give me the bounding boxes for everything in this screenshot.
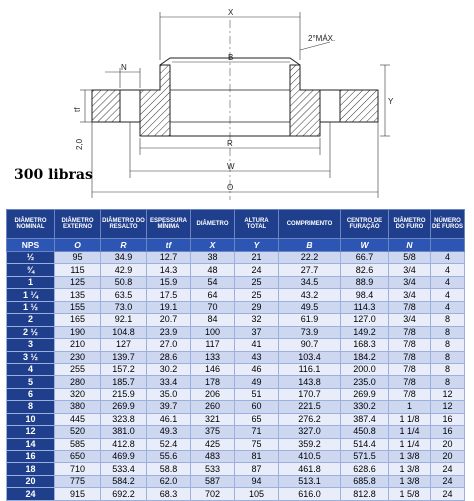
table-cell: 469.9: [101, 451, 147, 463]
table-cell: 46: [235, 363, 279, 375]
table-cell: 65: [235, 413, 279, 425]
table-cell: 330.2: [341, 401, 389, 413]
table-cell: 4: [7, 363, 55, 375]
table-cell: 812.8: [341, 488, 389, 500]
table-cell: 49.5: [279, 301, 341, 313]
table-cell: 32: [235, 314, 279, 326]
table-cell: 628.6: [341, 463, 389, 475]
table-cell: 3/4: [389, 289, 431, 301]
table-cell: 1 1/4: [389, 426, 431, 438]
table-cell: 587: [191, 475, 235, 487]
table-cell: 133: [191, 351, 235, 363]
flange-spec-table: [6, 209, 465, 501]
table-cell: 412.8: [101, 438, 147, 450]
table-cell: 165: [55, 314, 101, 326]
symbol-row: [7, 239, 465, 252]
table-row: [7, 451, 465, 463]
table-cell: 260: [191, 401, 235, 413]
table-cell: 1 3/8: [389, 463, 431, 475]
table-cell: 190: [55, 326, 101, 338]
table-cell: 61.9: [279, 314, 341, 326]
table-cell: 375: [191, 426, 235, 438]
table-cell: 514.4: [341, 438, 389, 450]
table-cell: 25: [235, 289, 279, 301]
table-cell: 24: [431, 475, 465, 487]
table-cell: 650: [55, 451, 101, 463]
table-cell: 410.5: [279, 451, 341, 463]
dim-b-label: B: [228, 53, 234, 62]
table-row: [7, 264, 465, 276]
table-cell: 149.2: [341, 326, 389, 338]
symbol-nps: NPS: [7, 239, 55, 252]
table-row: [7, 488, 465, 500]
table-cell: 54: [191, 276, 235, 288]
table-cell: 73.0: [101, 301, 147, 313]
table-cell: 71: [235, 426, 279, 438]
table-cell: 215.9: [101, 388, 147, 400]
dim-o-label: O: [227, 183, 234, 192]
table-cell: 702: [191, 488, 235, 500]
table-cell: 33.4: [147, 376, 191, 388]
symbol-y: Y: [235, 239, 279, 252]
table-cell: 25: [235, 276, 279, 288]
table-cell: 461.8: [279, 463, 341, 475]
table-cell: 19.1: [147, 301, 191, 313]
table-cell: 12.7: [147, 252, 191, 264]
table-cell: 710: [55, 463, 101, 475]
symbol-tf: tf: [147, 239, 191, 252]
table-cell: 55.6: [147, 451, 191, 463]
table-cell: 24: [431, 463, 465, 475]
table-row: [7, 363, 465, 375]
table-cell: 73.9: [279, 326, 341, 338]
table-cell: 2: [7, 314, 55, 326]
table-cell: 4: [431, 301, 465, 313]
table-cell: 81: [235, 451, 279, 463]
table-cell: 157.2: [101, 363, 147, 375]
table-cell: 8: [431, 376, 465, 388]
table-cell: 7/8: [389, 363, 431, 375]
table-row: [7, 339, 465, 351]
table-cell: ¾: [7, 264, 55, 276]
table-cell: 2 ½: [7, 326, 55, 338]
table-cell: 255: [55, 363, 101, 375]
table-cell: 269.9: [101, 401, 147, 413]
flange-section-right: [340, 90, 378, 122]
table-row: [7, 351, 465, 363]
table-row: [7, 314, 465, 326]
dim-2-0-label: 2,0: [75, 138, 84, 150]
table-cell: 327.0: [279, 426, 341, 438]
table-cell: 66.7: [341, 252, 389, 264]
table-cell: 20: [7, 475, 55, 487]
dim-x-label: X: [228, 8, 234, 17]
table-cell: 5/8: [389, 252, 431, 264]
header-external-diameter: DIÂMETRO EXTERNO: [55, 210, 101, 239]
table-cell: 35.0: [147, 388, 191, 400]
table-cell: 115: [55, 264, 101, 276]
table-cell: 206: [191, 388, 235, 400]
table-cell: 88.9: [341, 276, 389, 288]
table-cell: 49: [235, 376, 279, 388]
table-cell: 62.0: [147, 475, 191, 487]
table-cell: 585: [55, 438, 101, 450]
table-cell: 84: [191, 314, 235, 326]
table-row: [7, 276, 465, 288]
table-cell: 20: [431, 451, 465, 463]
table-cell: 584.2: [101, 475, 147, 487]
table-row: [7, 252, 465, 264]
table-cell: 4: [431, 289, 465, 301]
table-cell: 60: [235, 401, 279, 413]
header-min-thickness: ESPESSURA MÍNIMA: [147, 210, 191, 239]
table-cell: 320: [55, 388, 101, 400]
table-cell: 29: [235, 301, 279, 313]
table-cell: 280: [55, 376, 101, 388]
table-cell: 14: [7, 438, 55, 450]
table-cell: 52.4: [147, 438, 191, 450]
table-cell: 381.0: [101, 426, 147, 438]
table-cell: 7/8: [389, 376, 431, 388]
dim-r-label: R: [227, 139, 233, 148]
table-cell: 7/8: [389, 326, 431, 338]
table-cell: 21: [235, 252, 279, 264]
table-cell: 125: [55, 276, 101, 288]
table-cell: 64: [191, 289, 235, 301]
table-cell: 16: [7, 451, 55, 463]
table-cell: 3/4: [389, 276, 431, 288]
table-row: [7, 289, 465, 301]
header-length: COMPRIMENTO: [279, 210, 341, 239]
table-cell: 116.1: [279, 363, 341, 375]
table-cell: 4: [431, 264, 465, 276]
table-cell: 63.5: [101, 289, 147, 301]
table-cell: 38: [191, 252, 235, 264]
table-cell: 34.5: [279, 276, 341, 288]
table-cell: 92.1: [101, 314, 147, 326]
table-cell: 230: [55, 351, 101, 363]
table-cell: 87: [235, 463, 279, 475]
table-cell: 23.9: [147, 326, 191, 338]
table-cell: 95: [55, 252, 101, 264]
table-body: [7, 252, 465, 501]
table-cell: 43: [235, 351, 279, 363]
table-cell: ½: [7, 252, 55, 264]
dim-y-label: Y: [388, 97, 394, 106]
table-cell: 4: [431, 276, 465, 288]
table-cell: 359.2: [279, 438, 341, 450]
header-hole-count: NÚMERO DE FUROS: [431, 210, 465, 239]
table-cell: 24: [7, 488, 55, 500]
table-row: [7, 301, 465, 313]
table-cell: 483: [191, 451, 235, 463]
header-total-height: ALTURA TOTAL: [235, 210, 279, 239]
table-cell: 8: [431, 363, 465, 375]
table-cell: 1 ¼: [7, 289, 55, 301]
table-cell: 16: [431, 426, 465, 438]
symbol-w: W: [341, 239, 389, 252]
table-row: [7, 388, 465, 400]
table-cell: 1 ½: [7, 301, 55, 313]
table-cell: 146: [191, 363, 235, 375]
table-cell: 10: [7, 413, 55, 425]
table-cell: 18: [7, 463, 55, 475]
table-cell: 41: [235, 339, 279, 351]
table-cell: 221.5: [279, 401, 341, 413]
symbol-r: R: [101, 239, 147, 252]
table-cell: 269.9: [341, 388, 389, 400]
table-cell: 445: [55, 413, 101, 425]
table-cell: 22.2: [279, 252, 341, 264]
table-row: [7, 475, 465, 487]
table-cell: 5: [7, 376, 55, 388]
table-row: [7, 326, 465, 338]
table-cell: 571.5: [341, 451, 389, 463]
table-cell: 14.3: [147, 264, 191, 276]
symbol-blank: [431, 239, 465, 252]
table-cell: 39.7: [147, 401, 191, 413]
table-cell: 27.0: [147, 339, 191, 351]
table-cell: 50.8: [101, 276, 147, 288]
table-cell: 3: [7, 339, 55, 351]
table-cell: 380: [55, 401, 101, 413]
table-cell: 24: [431, 488, 465, 500]
table-cell: 513.1: [279, 475, 341, 487]
table-cell: 185.7: [101, 376, 147, 388]
table-cell: 34.9: [101, 252, 147, 264]
table-cell: 117: [191, 339, 235, 351]
table-cell: 323.8: [101, 413, 147, 425]
table-cell: 90.7: [279, 339, 341, 351]
table-cell: 168.3: [341, 339, 389, 351]
table-cell: 276.2: [279, 413, 341, 425]
table-cell: 321: [191, 413, 235, 425]
table-cell: 30.2: [147, 363, 191, 375]
table-cell: 127.0: [341, 314, 389, 326]
pressure-class-label: 300 libras: [14, 167, 93, 183]
table-cell: 48: [191, 264, 235, 276]
table-row: [7, 401, 465, 413]
table-cell: 1: [389, 401, 431, 413]
table-cell: 210: [55, 339, 101, 351]
header-diameter: DIÂMETRO: [191, 210, 235, 239]
table-row: [7, 413, 465, 425]
table-cell: 425: [191, 438, 235, 450]
table-cell: 104.8: [101, 326, 147, 338]
table-cell: 692.2: [101, 488, 147, 500]
table-cell: 114.3: [341, 301, 389, 313]
symbol-x: X: [191, 239, 235, 252]
table-row: [7, 376, 465, 388]
table-cell: 58.8: [147, 463, 191, 475]
table-row: [7, 426, 465, 438]
table-cell: 28.6: [147, 351, 191, 363]
table-cell: 8: [431, 351, 465, 363]
header-nominal-diameter: DIÂMETRO NOMINAL: [7, 210, 55, 239]
table-cell: 12: [431, 388, 465, 400]
table-cell: 533: [191, 463, 235, 475]
table-cell: 46.1: [147, 413, 191, 425]
table-cell: 8: [7, 401, 55, 413]
table-cell: 20.7: [147, 314, 191, 326]
dim-w-label: W: [227, 162, 235, 171]
table-cell: 685.8: [341, 475, 389, 487]
table-cell: 1: [7, 276, 55, 288]
table-cell: 51: [235, 388, 279, 400]
table-cell: 616.0: [279, 488, 341, 500]
table-cell: 6: [7, 388, 55, 400]
table-cell: 4: [431, 252, 465, 264]
table-cell: 70: [191, 301, 235, 313]
table-cell: 100: [191, 326, 235, 338]
table-cell: 82.6: [341, 264, 389, 276]
table-cell: 16: [431, 413, 465, 425]
table-cell: 7/8: [389, 388, 431, 400]
table-cell: 3/4: [389, 264, 431, 276]
flange-section-left: [92, 90, 120, 122]
table-cell: 68.3: [147, 488, 191, 500]
symbol-b: B: [279, 239, 341, 252]
table-cell: 8: [431, 314, 465, 326]
dim-n-label: N: [121, 63, 127, 72]
table-cell: 915: [55, 488, 101, 500]
header-hole-diameter: DIÂMETRO DO FURO: [389, 210, 431, 239]
table-row: [7, 463, 465, 475]
table-cell: 200.0: [341, 363, 389, 375]
table-cell: 520: [55, 426, 101, 438]
table-cell: 135: [55, 289, 101, 301]
table-cell: 3 ½: [7, 351, 55, 363]
header-row: [7, 210, 465, 239]
table-cell: 37: [235, 326, 279, 338]
table-cell: 43.2: [279, 289, 341, 301]
table-cell: 42.9: [101, 264, 147, 276]
table-cell: 8: [431, 339, 465, 351]
table-cell: 49.3: [147, 426, 191, 438]
table-cell: 235.0: [341, 376, 389, 388]
table-cell: 387.4: [341, 413, 389, 425]
table-cell: 7/8: [389, 351, 431, 363]
table-cell: 8: [431, 326, 465, 338]
table-cell: 7/8: [389, 339, 431, 351]
table-cell: 3/4: [389, 314, 431, 326]
table-cell: 105: [235, 488, 279, 500]
table-cell: 127: [101, 339, 147, 351]
table-cell: 139.7: [101, 351, 147, 363]
table-cell: 15.9: [147, 276, 191, 288]
table-cell: 27.7: [279, 264, 341, 276]
table-cell: 178: [191, 376, 235, 388]
dim-angle-label: 2°MÁX.: [308, 34, 336, 43]
table-cell: 1 3/8: [389, 451, 431, 463]
table-cell: 1 1/8: [389, 413, 431, 425]
header-bolt-circle: CENTRO DE FURAÇÃO: [341, 210, 389, 239]
table-cell: 12: [431, 401, 465, 413]
table-cell: 775: [55, 475, 101, 487]
table-cell: 155: [55, 301, 101, 313]
table-cell: 94: [235, 475, 279, 487]
table-cell: 103.4: [279, 351, 341, 363]
table-cell: 12: [7, 426, 55, 438]
table-cell: 184.2: [341, 351, 389, 363]
table-cell: 75: [235, 438, 279, 450]
table-cell: 1 1/4: [389, 438, 431, 450]
symbol-n: N: [389, 239, 431, 252]
table-cell: 143.8: [279, 376, 341, 388]
table-cell: 20: [431, 438, 465, 450]
dim-tf-label: tf: [73, 107, 82, 112]
table-cell: 1 5/8: [389, 488, 431, 500]
table-cell: 24: [235, 264, 279, 276]
table-cell: 7/8: [389, 301, 431, 313]
header-raised-face-diameter: DIÂMETRO DO RESALTO: [101, 210, 147, 239]
table-cell: 450.8: [341, 426, 389, 438]
table-cell: 17.5: [147, 289, 191, 301]
table-cell: 533.4: [101, 463, 147, 475]
symbol-o: O: [55, 239, 101, 252]
table-row: [7, 438, 465, 450]
table-cell: 1 3/8: [389, 475, 431, 487]
table-cell: 98.4: [341, 289, 389, 301]
table-cell: 170.7: [279, 388, 341, 400]
